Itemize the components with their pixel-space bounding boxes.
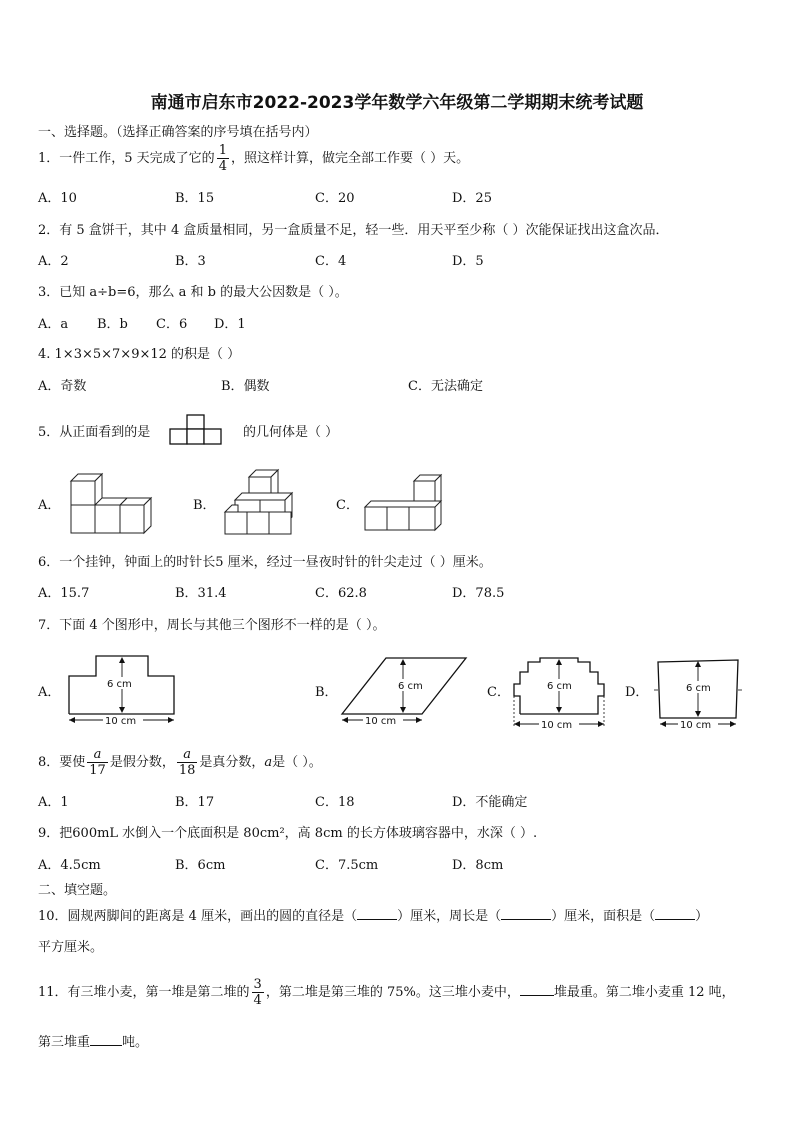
question-3: 3．已知 a÷b=6，那么 a 和 b 的最大公因数是（ ）。 [38, 285, 348, 300]
question-10: 10．圆规两脚间的距离是 4 厘米，画出的圆的直径是（ ）厘米，周长是（ ）厘米，面积是（ ） [38, 909, 709, 924]
q9-option-b: B．6cm [175, 858, 226, 873]
q7b-height-label: 6 cm [398, 681, 423, 692]
q3-option-d: D．1 [214, 317, 246, 332]
q11-blank-third-weight[interactable] [90, 1045, 122, 1046]
q1-option-a: A．10 [38, 191, 77, 206]
q2-option-d: D．5 [452, 254, 484, 269]
q9-option-c: C．7.5cm [315, 858, 379, 873]
q7d-height-label: 6 cm [686, 683, 711, 694]
q5-option-b-label: B． [193, 498, 216, 513]
q5-option-b-figure [222, 465, 302, 537]
q8-option-c: C．18 [315, 795, 355, 810]
q10-blank-circumference[interactable] [501, 919, 551, 920]
q11-fraction: $\frac{3}{4}$ [253, 977, 262, 1008]
q11-blank-heaviest[interactable] [520, 995, 554, 996]
q7-option-b-label: B． [315, 685, 338, 700]
q8-text-mid: 是假分数， [109, 755, 175, 770]
q1-text-post: ，照这样计算，做完全部工作要（ ）天。 [230, 151, 470, 166]
question-1 [38, 143, 469, 174]
question-5-pre: 5．从正面看到的是 [38, 425, 151, 440]
question-2: 2．有 5 盒饼干，其中 4 盒质量相同，另一盒质量不足，轻一些．用天平至少称（ ）次能保证找出这盒次品． [38, 223, 669, 238]
q7-option-b-figure [340, 656, 470, 730]
q8-option-b: B．17 [175, 795, 215, 810]
q5-option-c-figure [362, 470, 444, 536]
q1-text-pre: 1．一件工作，5 天完成了它的 [38, 151, 215, 166]
q10-blank-diameter[interactable] [357, 919, 397, 920]
q3-option-b: B．b [97, 317, 128, 332]
q7c-width-label: 10 cm [541, 720, 573, 731]
q1-option-d: D．25 [452, 191, 492, 206]
q2-option-b: B．3 [175, 254, 206, 269]
question-6: 6．一个挂钟，钟面上的时针长5 厘米，经过一昼夜时针的针尖走过（ ）厘米。 [38, 555, 492, 570]
q7-option-c-figure [510, 656, 610, 732]
q6-option-c: C．62.8 [315, 586, 367, 601]
q2-option-a: A．2 [38, 254, 69, 269]
q8-fraction-1: $\frac{a}{17}$ [89, 747, 106, 778]
question-8 [38, 747, 322, 778]
q4-option-c: C．无法确定 [408, 379, 483, 394]
q9-option-a: A．4.5cm [38, 858, 101, 873]
q4-option-b: B．偶数 [221, 379, 270, 394]
q3-option-c: C．6 [156, 317, 188, 332]
question-7: 7．下面 4 个图形中，周长与其他三个图形不一样的是（ ）。 [38, 618, 386, 633]
q10-line-2: 平方厘米。 [38, 940, 104, 955]
q7-option-a-figure [66, 654, 178, 726]
q1-fraction: $\frac{1}{4}$ [218, 143, 227, 174]
q7-option-d-figure [652, 656, 744, 732]
q7b-width-label: 10 cm [365, 716, 397, 727]
q10-blank-area[interactable] [655, 919, 695, 920]
question-4: 4. 1×3×5×7×9×12 的积是（ ） [38, 347, 241, 362]
q1-option-b: B．15 [175, 191, 215, 206]
q8-text-post: 是真分数， [199, 755, 265, 770]
q5-option-a-figure [68, 470, 160, 536]
q8-option-d: D．不能确定 [452, 795, 528, 810]
q5-option-a-label: A． [38, 498, 61, 513]
question-9: 9．把600mL 水倒入一个底面积是 80cm²，高 8cm 的长方体玻璃容器中，水深（ ）. [38, 826, 538, 841]
q7a-width-label: 10 cm [105, 716, 137, 727]
q6-option-b: B．31.4 [175, 586, 227, 601]
q6-option-a: A．15.7 [38, 586, 90, 601]
q7c-height-label: 6 cm [547, 681, 572, 692]
q4-option-a: A．奇数 [38, 379, 87, 394]
page-title: 南通市启东市2022-2023学年数学六年级第二学期期末统考试题 [150, 93, 644, 113]
q7-option-d-label: D． [625, 685, 649, 700]
q1-option-c: C．20 [315, 191, 355, 206]
q11-line-2: 第三堆重 吨。 [38, 1035, 149, 1050]
q2-option-c: C．4 [315, 254, 347, 269]
q8-option-a: A．1 [38, 795, 69, 810]
q7d-width-label: 10 cm [680, 720, 712, 731]
question-11: 11．有三堆小麦，第一堆是第二堆的 $\frac{3}{4}$ ，第二堆是第三堆的 75%。这三堆小麦中， 堆最重。第二堆小麦重 12 吨， [38, 977, 735, 1008]
q8-text-pre: 8．要使 [38, 755, 86, 770]
q7-option-a-label: A． [38, 685, 61, 700]
section-heading-choice: 一、选择题。（选择正确答案的序号填在括号内） [38, 125, 318, 140]
q3-option-a: A．a [38, 317, 69, 332]
q6-option-d: D．78.5 [452, 586, 505, 601]
q5-option-c-label: C． [336, 498, 359, 513]
q8-text-end: 是（ ）。 [272, 755, 322, 770]
q7-option-c-label: C． [487, 685, 510, 700]
q9-option-d: D．8cm [452, 858, 504, 873]
q8-variable: a [264, 755, 273, 770]
question-5-post: 的几何体是（ ） [243, 425, 339, 440]
q8-fraction-2: $\frac{a}{18}$ [178, 747, 196, 778]
section-heading-fill: 二、填空题。 [38, 883, 117, 898]
q7a-height-label: 6 cm [107, 679, 132, 690]
q5-front-view-figure [169, 414, 223, 446]
